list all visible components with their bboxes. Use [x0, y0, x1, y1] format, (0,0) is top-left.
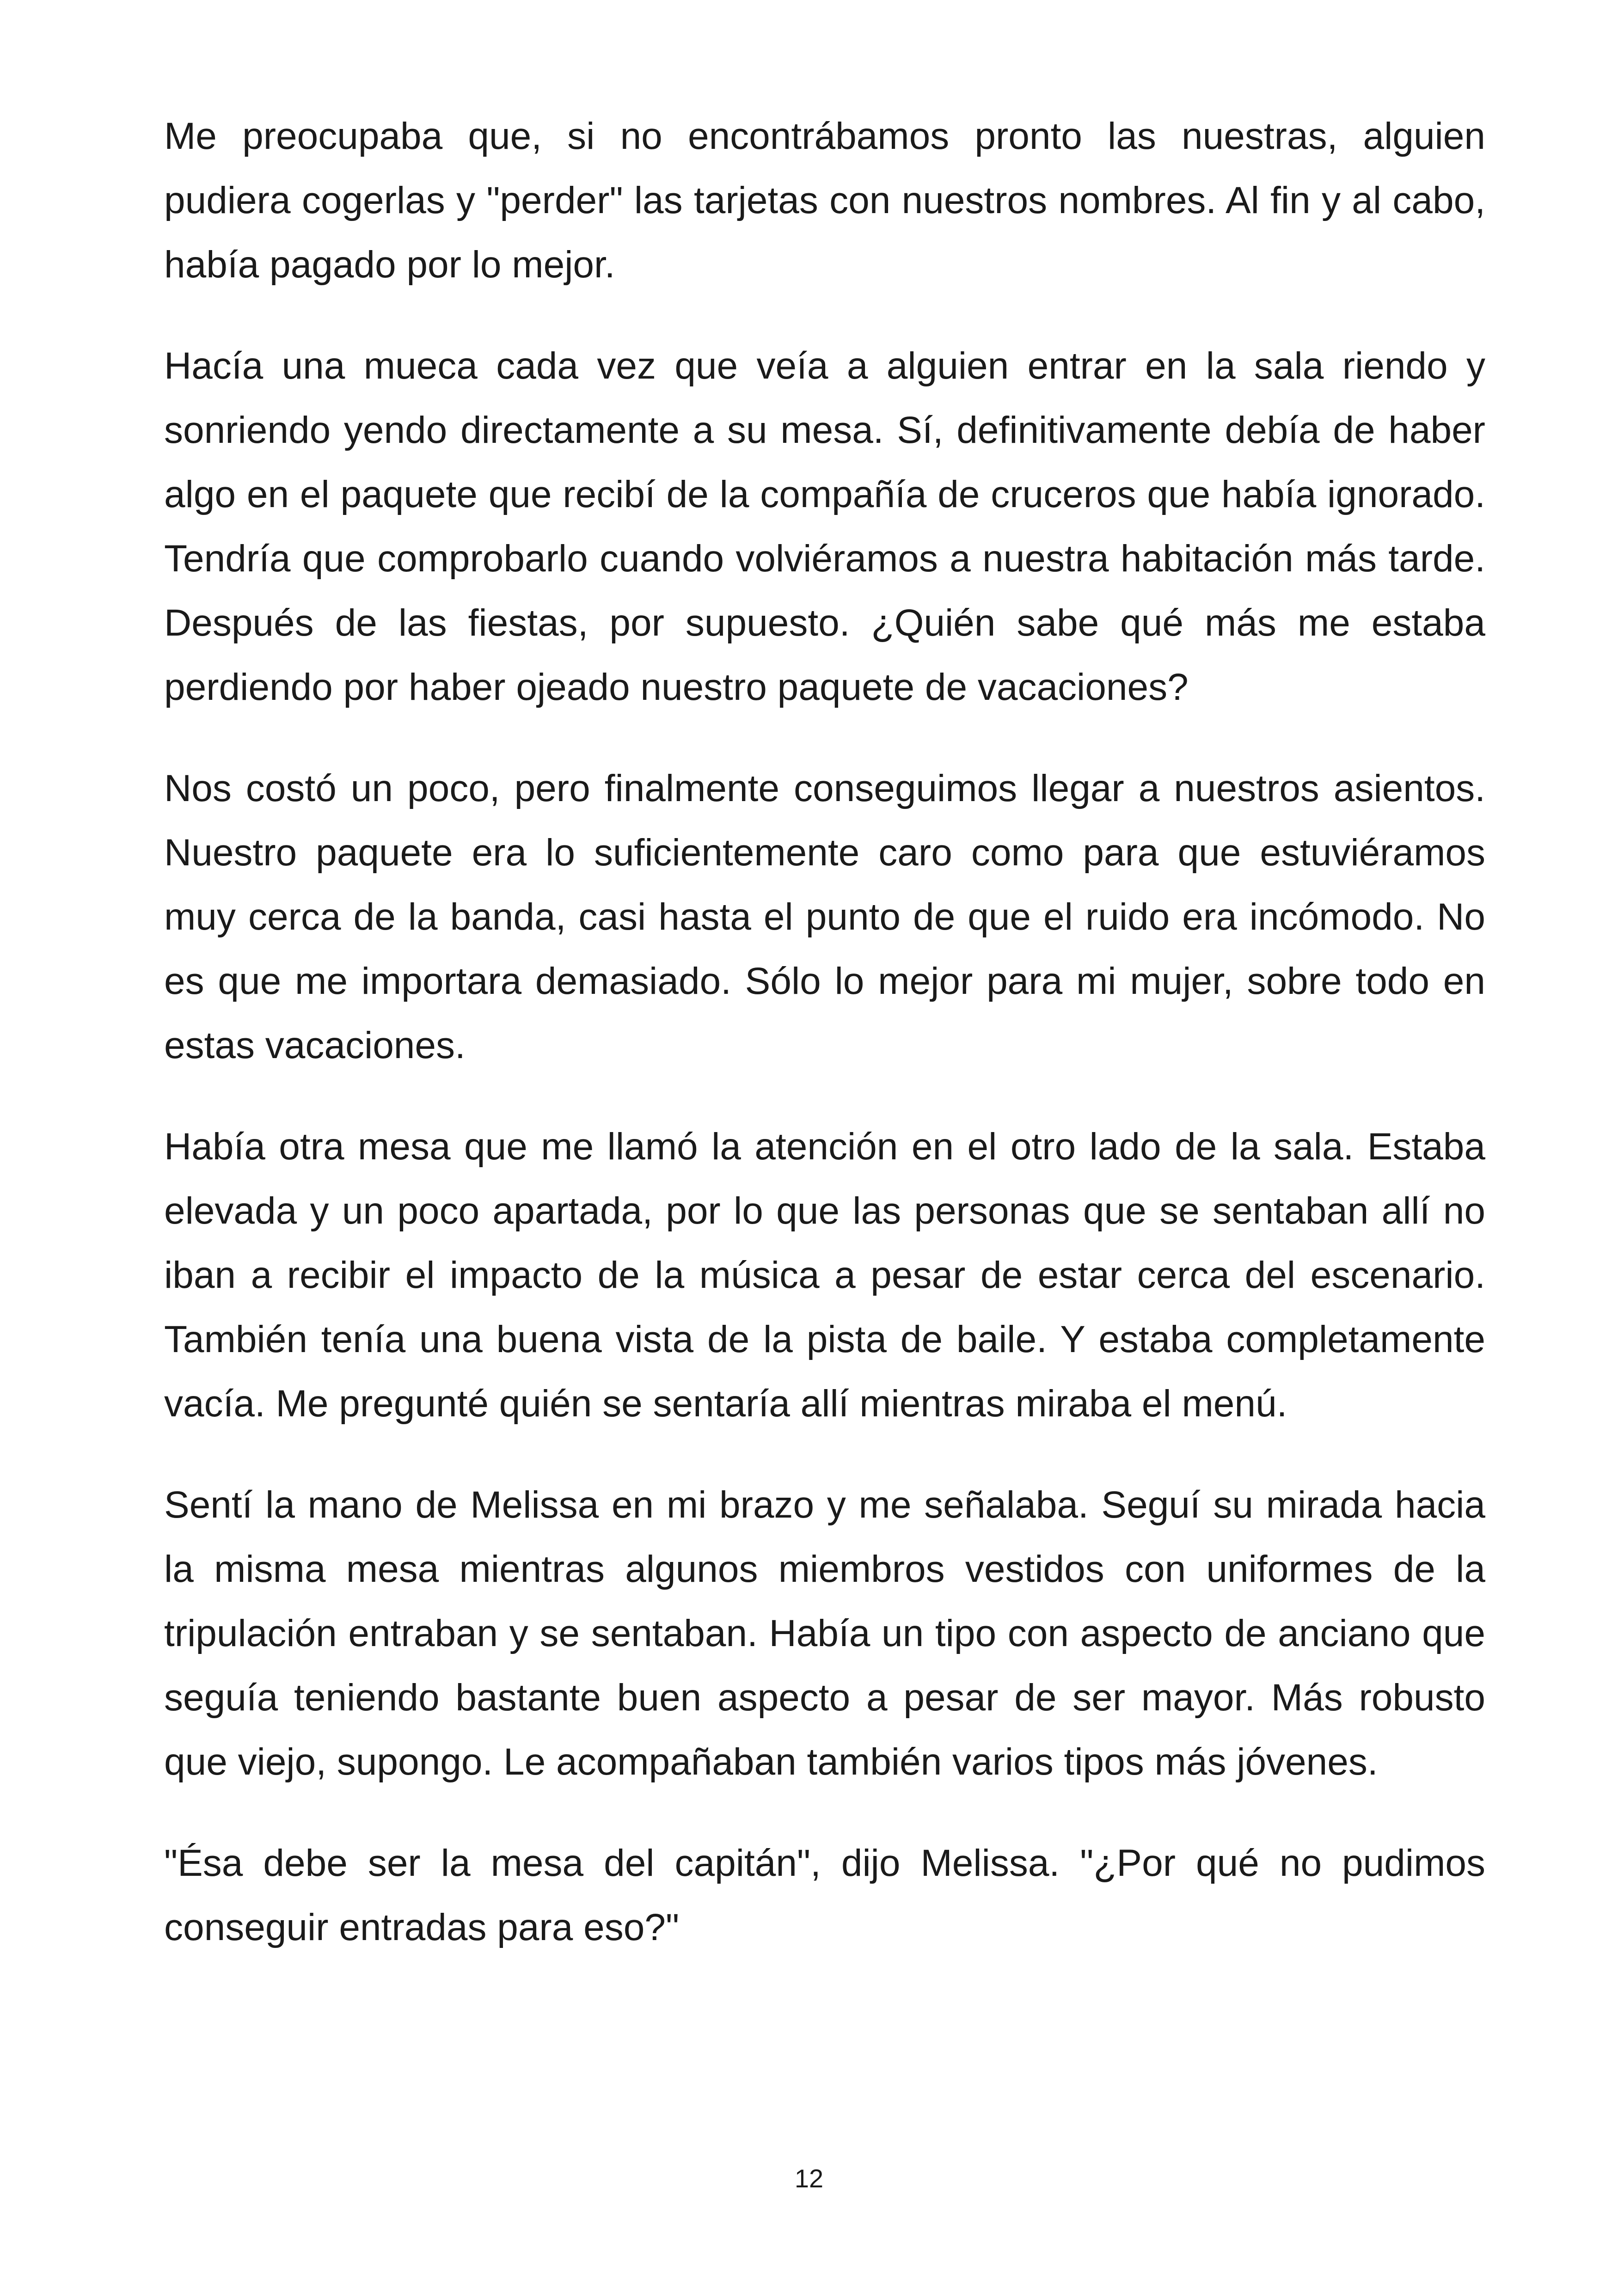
paragraph-6: "Ésa debe ser la mesa del capitán", dijo Melissa. "¿Por qué no pudimos conseguir entradas para eso?": [164, 1842, 1485, 1948]
paragraph-1: Me preocupaba que, si no encontrábamos pronto las nuestras, alguien pudiera cogerlas y "perder" las tarjetas con nuestros nombres. Al fin y al cabo, había pagado por lo mejor.: [164, 115, 1485, 286]
page-number: 12: [794, 2164, 824, 2193]
paragraph-4: Había otra mesa que me llamó la atención en el otro lado de la sala. Estaba elevada y un poco apartada, por lo que las personas que se sentaban allí no iban a recibir el impacto de la música a pesar de estar cerca del escenario. También tenía una buena vista de la pista de baile. Y estaba completamente vacía. Me pregunté quién se sentaría allí mientras miraba el menú.: [164, 1126, 1485, 1425]
paragraph-2: Hacía una mueca cada vez que veía a alguien entrar en la sala riendo y sonriendo yendo directamente a su mesa. Sí, definitivamente debía de haber algo en el paquete que recibí de la compañía de cruceros que había ignorado. Tendría que comprobarlo cuando volviéramos a nuestra habitación más tarde. Después de las fiestas, por supuesto. ¿Quién sabe qué más me estaba perdiendo por haber ojeado nuestro paquete de vacaciones?: [164, 345, 1485, 708]
paragraph-3: Nos costó un poco, pero finalmente conseguimos llegar a nuestros asientos. Nuestro paquete era lo suficientemente caro como para que estuviéramos muy cerca de la banda, casi hasta el punto de que el ruido era incómodo. No es que me importara demasiado. Sólo lo mejor para mi mujer, sobre todo en estas vacaciones.: [164, 767, 1485, 1066]
paragraph-5: Sentí la mano de Melissa en mi brazo y me señalaba. Seguí su mirada hacia la misma mesa mientras algunos miembros vestidos con uniformes de la tripulación entraban y se sentaban. Había un tipo con aspecto de anciano que seguía teniendo bastante buen aspecto a pesar de ser mayor. Más robusto que viejo, supongo. Le acompañaban también varios tipos más jóvenes.: [164, 1484, 1485, 1783]
body-text: [164, 104, 1485, 1959]
